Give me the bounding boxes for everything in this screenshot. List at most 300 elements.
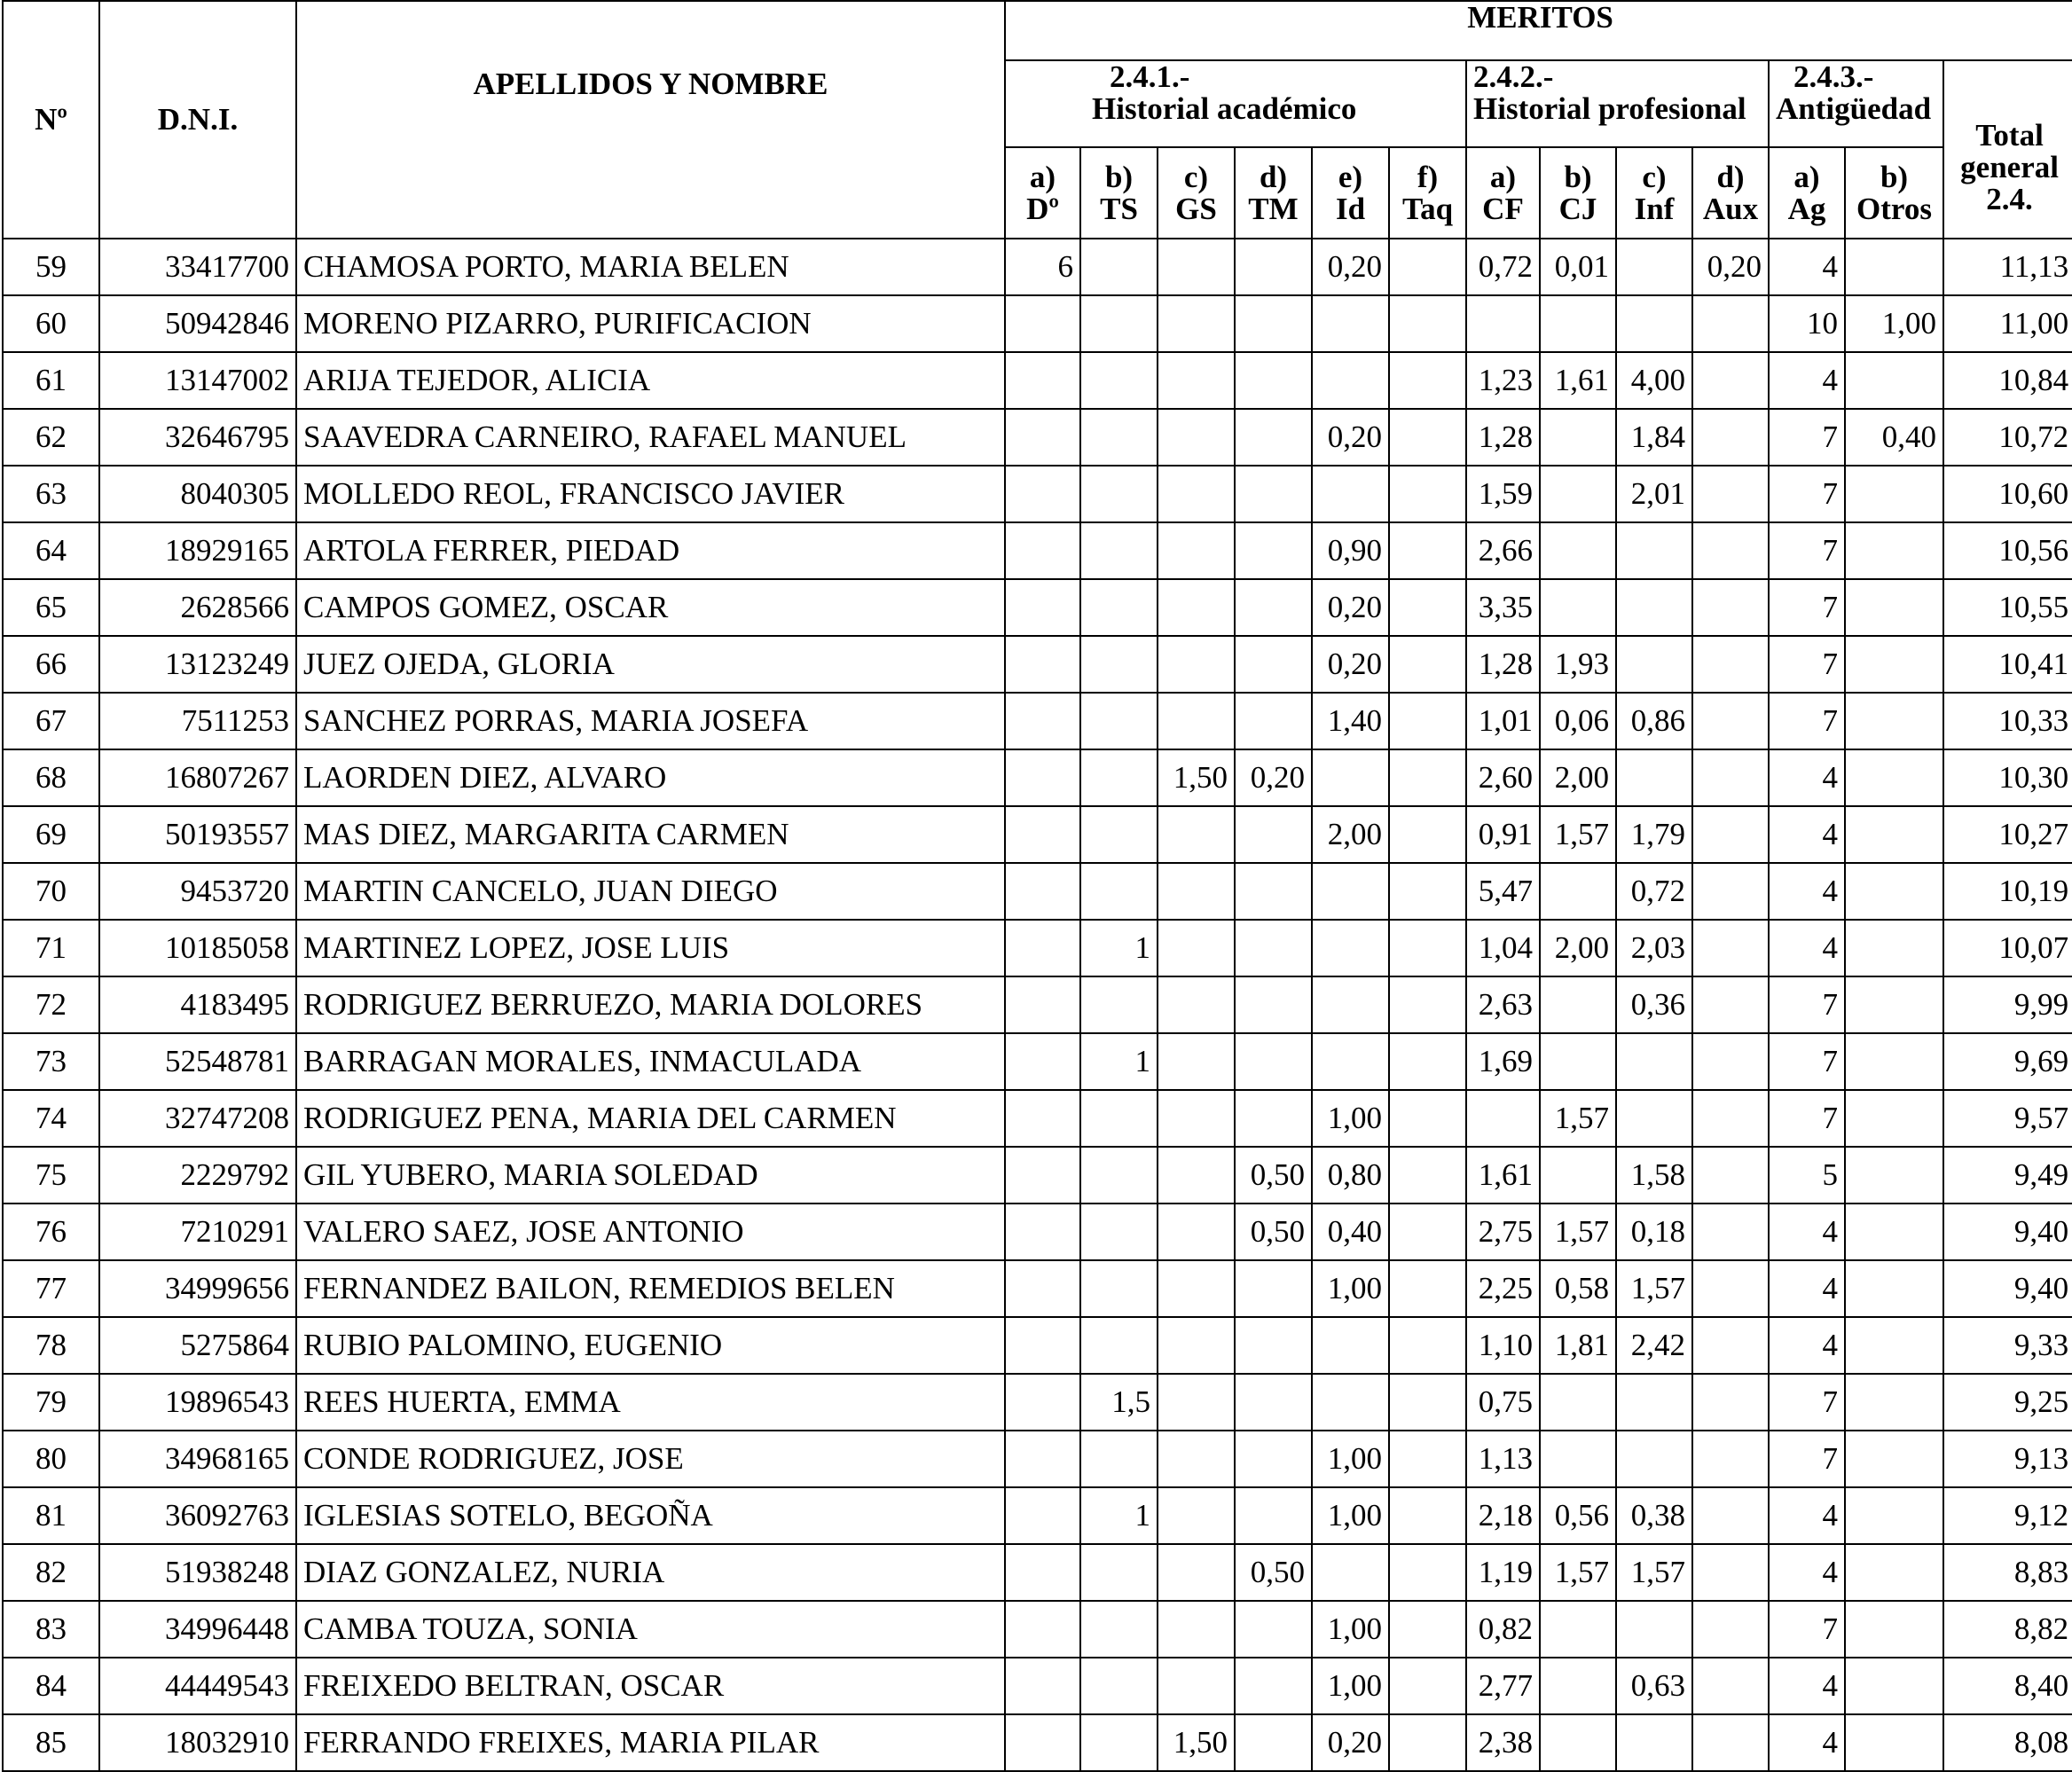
cell-inf [1616,749,1692,806]
cell-taq [1389,1090,1466,1147]
table-row [3,1374,2072,1431]
cell-cf: 5,47 [1466,863,1540,920]
cell-aux [1692,1260,1769,1317]
cell-num: 71 [3,920,99,976]
cell-tm [1235,920,1312,976]
cell-cf: 2,77 [1466,1658,1540,1714]
cell-taq [1389,976,1466,1033]
cell-ag: 7 [1769,1033,1845,1090]
cell-cf [1466,295,1540,352]
subheader-letter: d) [1259,159,1288,194]
cell-inf: 0,63 [1616,1658,1692,1714]
cell-dni: 8040305 [99,466,296,522]
cell-id [1312,1317,1389,1374]
cell-ag: 4 [1769,1714,1845,1771]
table-row [3,1714,2072,1771]
cell-cj [1540,1431,1616,1487]
cell-total: 10,27 [1943,806,2072,863]
cell-gs [1158,409,1235,466]
cell-id: 0,40 [1312,1204,1389,1260]
cell-ts [1080,1204,1158,1260]
cell-dni: 13123249 [99,636,296,693]
cell-dni: 34996448 [99,1601,296,1658]
table-row [3,636,2072,693]
cell-name: JUEZ OJEDA, GLORIA [296,636,1005,693]
cell-total: 10,30 [1943,749,2072,806]
cell-tm [1235,409,1312,466]
subheader-letter: f) [1417,159,1439,194]
cell-tm: 0,50 [1235,1544,1312,1601]
cell-inf [1616,1714,1692,1771]
table-row [3,1147,2072,1204]
cell-cf: 1,04 [1466,920,1540,976]
cell-dni: 16807267 [99,749,296,806]
cell-do [1005,1317,1080,1374]
cell-aux [1692,1033,1769,1090]
cell-ag: 4 [1769,1260,1845,1317]
total-line-3: 2.4. [1986,181,2033,216]
cell-ag: 7 [1769,409,1845,466]
group-academico-code: 2.4.1.- [1110,60,1190,94]
cell-total: 9,12 [1943,1487,2072,1544]
cell-aux [1692,295,1769,352]
cell-total: 10,07 [1943,920,2072,976]
cell-total: 11,13 [1943,239,2072,295]
cell-aux [1692,1487,1769,1544]
cell-do [1005,1090,1080,1147]
cell-ts: 1,5 [1080,1374,1158,1431]
subheader-letter: b) [1880,159,1909,194]
cell-dni: 51938248 [99,1544,296,1601]
cell-name: BARRAGAN MORALES, INMACULADA [296,1033,1005,1090]
cell-num: 63 [3,466,99,522]
cell-gs [1158,976,1235,1033]
header-group-profesional [1466,60,1769,147]
cell-tm [1235,1714,1312,1771]
cell-total: 8,82 [1943,1601,2072,1658]
cell-otros [1845,239,1943,295]
cell-inf: 1,84 [1616,409,1692,466]
cell-tm [1235,522,1312,579]
cell-inf [1616,1033,1692,1090]
cell-otros [1845,636,1943,693]
cell-id: 0,20 [1312,409,1389,466]
header-name: APELLIDOS Y NOMBRE [296,1,1005,239]
cell-aux [1692,806,1769,863]
cell-taq [1389,239,1466,295]
cell-ag: 4 [1769,920,1845,976]
table-row [3,295,2072,352]
subheader-col-6 [1389,147,1466,239]
table-row [3,863,2072,920]
cell-cj: 1,93 [1540,636,1616,693]
table-row [3,522,2072,579]
cell-dni: 13147002 [99,352,296,409]
cell-aux [1692,352,1769,409]
cell-inf: 1,58 [1616,1147,1692,1204]
subheader-letter: c) [1183,159,1209,194]
cell-do [1005,976,1080,1033]
cell-cf: 1,10 [1466,1317,1540,1374]
cell-inf: 4,00 [1616,352,1692,409]
cell-num: 65 [3,579,99,636]
subheader-abbrev: Aux [1702,191,1759,226]
cell-do [1005,466,1080,522]
cell-inf: 2,42 [1616,1317,1692,1374]
cell-tm [1235,1487,1312,1544]
cell-tm: 0,20 [1235,749,1312,806]
cell-cf: 1,61 [1466,1147,1540,1204]
cell-inf [1616,239,1692,295]
cell-name: MORENO PIZARRO, PURIFICACION [296,295,1005,352]
cell-name: CAMBA TOUZA, SONIA [296,1601,1005,1658]
cell-ts [1080,749,1158,806]
cell-cj [1540,522,1616,579]
table-row [3,1658,2072,1714]
subheader-abbrev: CJ [1558,191,1597,226]
cell-total: 9,33 [1943,1317,2072,1374]
cell-id: 0,20 [1312,636,1389,693]
cell-gs [1158,352,1235,409]
cell-total: 9,69 [1943,1033,2072,1090]
cell-name: REES HUERTA, EMMA [296,1374,1005,1431]
cell-do [1005,1033,1080,1090]
table-header [3,1,2072,239]
cell-cf: 2,75 [1466,1204,1540,1260]
subheader-abbrev: Dº [1026,191,1059,226]
cell-aux: 0,20 [1692,239,1769,295]
cell-total: 10,84 [1943,352,2072,409]
header-total [1943,60,2072,239]
subheader-letter: a) [1029,159,1056,194]
cell-name: CHAMOSA PORTO, MARIA BELEN [296,239,1005,295]
cell-cf: 3,35 [1466,579,1540,636]
cell-ts [1080,863,1158,920]
cell-cj: 1,81 [1540,1317,1616,1374]
table-row [3,693,2072,749]
cell-gs [1158,466,1235,522]
cell-total: 8,83 [1943,1544,2072,1601]
cell-name: FERRANDO FREIXES, MARIA PILAR [296,1714,1005,1771]
subheader-col-1 [1005,147,1080,239]
cell-otros [1845,976,1943,1033]
cell-do [1005,636,1080,693]
cell-otros [1845,1317,1943,1374]
cell-name: RODRIGUEZ PENA, MARIA DEL CARMEN [296,1090,1005,1147]
cell-cj: 0,01 [1540,239,1616,295]
cell-tm [1235,352,1312,409]
cell-ts [1080,352,1158,409]
cell-total: 9,13 [1943,1431,2072,1487]
cell-num: 60 [3,295,99,352]
cell-inf: 0,18 [1616,1204,1692,1260]
cell-cj: 1,61 [1540,352,1616,409]
cell-gs [1158,1147,1235,1204]
cell-cf [1466,1090,1540,1147]
cell-aux [1692,1090,1769,1147]
cell-aux [1692,920,1769,976]
table-row [3,579,2072,636]
cell-tm [1235,1260,1312,1317]
cell-id: 1,00 [1312,1090,1389,1147]
cell-name: FERNANDEZ BAILON, REMEDIOS BELEN [296,1260,1005,1317]
cell-ag: 4 [1769,1487,1845,1544]
cell-dni: 34999656 [99,1260,296,1317]
header-meritos: MERITOS [1005,1,2072,60]
cell-otros [1845,522,1943,579]
cell-ts: 1 [1080,920,1158,976]
cell-aux [1692,1147,1769,1204]
cell-tm [1235,1033,1312,1090]
cell-aux [1692,693,1769,749]
cell-cj [1540,1147,1616,1204]
cell-tm: 0,50 [1235,1204,1312,1260]
cell-total: 10,19 [1943,863,2072,920]
cell-otros [1845,1374,1943,1431]
cell-ag: 4 [1769,239,1845,295]
cell-do [1005,863,1080,920]
cell-tm [1235,1658,1312,1714]
cell-total: 10,56 [1943,522,2072,579]
cell-total: 9,99 [1943,976,2072,1033]
subheader-col-5 [1312,147,1389,239]
cell-cf: 1,69 [1466,1033,1540,1090]
cell-id: 1,00 [1312,1601,1389,1658]
cell-do [1005,352,1080,409]
subheader-abbrev: GS [1175,191,1217,226]
cell-ts [1080,693,1158,749]
cell-do [1005,1147,1080,1204]
cell-ts [1080,976,1158,1033]
cell-name: LAORDEN DIEZ, ALVARO [296,749,1005,806]
cell-inf [1616,522,1692,579]
cell-ts [1080,1260,1158,1317]
cell-id: 1,00 [1312,1487,1389,1544]
cell-inf [1616,1374,1692,1431]
cell-gs [1158,920,1235,976]
cell-taq [1389,1714,1466,1771]
cell-taq [1389,1033,1466,1090]
cell-taq [1389,806,1466,863]
cell-ts: 1 [1080,1033,1158,1090]
subheader-col-8 [1540,147,1616,239]
subheader-col-2 [1080,147,1158,239]
cell-dni: 52548781 [99,1033,296,1090]
cell-num: 68 [3,749,99,806]
group-profesional-label: Historial profesional [1473,91,1746,126]
cell-gs [1158,1090,1235,1147]
cell-dni: 7511253 [99,693,296,749]
cell-id: 1,40 [1312,693,1389,749]
cell-num: 82 [3,1544,99,1601]
cell-aux [1692,863,1769,920]
cell-cf: 1,28 [1466,409,1540,466]
table-row [3,239,2072,295]
cell-gs [1158,636,1235,693]
cell-gs: 1,50 [1158,749,1235,806]
cell-gs [1158,1260,1235,1317]
cell-tm [1235,1431,1312,1487]
cell-name: MARTIN CANCELO, JUAN DIEGO [296,863,1005,920]
cell-name: MARTINEZ LOPEZ, JOSE LUIS [296,920,1005,976]
cell-total: 10,60 [1943,466,2072,522]
cell-cf: 0,72 [1466,239,1540,295]
cell-id: 0,80 [1312,1147,1389,1204]
cell-otros [1845,1147,1943,1204]
cell-dni: 2229792 [99,1147,296,1204]
cell-inf: 0,86 [1616,693,1692,749]
cell-dni: 2628566 [99,579,296,636]
cell-otros [1845,1714,1943,1771]
cell-dni: 36092763 [99,1487,296,1544]
cell-inf: 0,36 [1616,976,1692,1033]
cell-otros [1845,1260,1943,1317]
cell-name: CAMPOS GOMEZ, OSCAR [296,579,1005,636]
cell-do [1005,1544,1080,1601]
cell-taq [1389,1544,1466,1601]
subheader-letter: b) [1104,159,1134,194]
cell-do: 6 [1005,239,1080,295]
cell-taq [1389,466,1466,522]
cell-otros [1845,466,1943,522]
cell-gs [1158,1033,1235,1090]
cell-ag: 4 [1769,749,1845,806]
cell-do [1005,579,1080,636]
cell-num: 81 [3,1487,99,1544]
cell-ag: 10 [1769,295,1845,352]
cell-ts [1080,1544,1158,1601]
cell-ts: 1 [1080,1487,1158,1544]
cell-total: 9,40 [1943,1260,2072,1317]
cell-taq [1389,1317,1466,1374]
cell-cj: 1,57 [1540,1204,1616,1260]
cell-taq [1389,1260,1466,1317]
cell-cj [1540,1374,1616,1431]
table-row [3,352,2072,409]
header-group-antiguedad [1769,60,1943,147]
cell-total: 9,40 [1943,1204,2072,1260]
subheader-letter: a) [1793,159,1820,194]
cell-ag: 7 [1769,522,1845,579]
cell-name: RODRIGUEZ BERRUEZO, MARIA DOLORES [296,976,1005,1033]
cell-tm [1235,1601,1312,1658]
cell-num: 75 [3,1147,99,1204]
cell-gs [1158,1374,1235,1431]
cell-do [1005,1204,1080,1260]
cell-otros [1845,1431,1943,1487]
cell-otros [1845,693,1943,749]
header-dni: D.N.I. [99,1,296,239]
cell-id [1312,920,1389,976]
cell-cf: 1,01 [1466,693,1540,749]
cell-name: VALERO SAEZ, JOSE ANTONIO [296,1204,1005,1260]
subheader-abbrev: Taq [1401,191,1454,226]
cell-otros [1845,1544,1943,1601]
subheader-letter: c) [1642,159,1667,194]
cell-ag: 7 [1769,466,1845,522]
cell-total: 10,33 [1943,693,2072,749]
cell-gs [1158,579,1235,636]
cell-aux [1692,522,1769,579]
cell-aux [1692,1544,1769,1601]
cell-tm [1235,1317,1312,1374]
cell-num: 80 [3,1431,99,1487]
subheader-letter: e) [1338,159,1363,194]
cell-name: DIAZ GONZALEZ, NURIA [296,1544,1005,1601]
cell-cj [1540,863,1616,920]
cell-id [1312,466,1389,522]
subheader-col-4 [1235,147,1312,239]
cell-cf: 0,82 [1466,1601,1540,1658]
table-row [3,1601,2072,1658]
cell-otros [1845,920,1943,976]
cell-do [1005,1260,1080,1317]
cell-num: 72 [3,976,99,1033]
subheader-abbrev: TS [1100,191,1138,226]
table-row [3,749,2072,806]
group-academico-label: Historial académico [1092,91,1357,126]
cell-taq [1389,636,1466,693]
cell-id [1312,295,1389,352]
cell-ag: 4 [1769,1544,1845,1601]
cell-cf: 1,28 [1466,636,1540,693]
subheader-abbrev: TM [1248,191,1299,226]
cell-dni: 34968165 [99,1431,296,1487]
cell-cj [1540,1601,1616,1658]
cell-num: 78 [3,1317,99,1374]
group-antiguedad-label: Antigüedad [1776,91,1932,126]
cell-aux [1692,1317,1769,1374]
cell-tm [1235,295,1312,352]
cell-id [1312,749,1389,806]
cell-taq [1389,1374,1466,1431]
cell-cj [1540,1033,1616,1090]
cell-ts [1080,579,1158,636]
cell-cf: 1,23 [1466,352,1540,409]
cell-cf: 0,75 [1466,1374,1540,1431]
cell-cj [1540,1658,1616,1714]
cell-num: 69 [3,806,99,863]
cell-gs [1158,1544,1235,1601]
cell-num: 73 [3,1033,99,1090]
cell-inf: 0,72 [1616,863,1692,920]
subheader-letter: b) [1564,159,1592,194]
cell-id: 0,90 [1312,522,1389,579]
cell-aux [1692,976,1769,1033]
cell-do [1005,295,1080,352]
cell-taq [1389,749,1466,806]
cell-dni: 33417700 [99,239,296,295]
cell-ts [1080,1090,1158,1147]
cell-dni: 18032910 [99,1714,296,1771]
cell-dni: 5275864 [99,1317,296,1374]
cell-taq [1389,1601,1466,1658]
cell-id: 1,00 [1312,1260,1389,1317]
cell-dni: 9453720 [99,863,296,920]
cell-cf: 2,66 [1466,522,1540,579]
cell-inf [1616,1090,1692,1147]
cell-dni: 32747208 [99,1090,296,1147]
cell-do [1005,749,1080,806]
cell-otros [1845,579,1943,636]
cell-name: ARTOLA FERRER, PIEDAD [296,522,1005,579]
cell-id [1312,1374,1389,1431]
cell-tm [1235,1090,1312,1147]
cell-do [1005,920,1080,976]
cell-num: 62 [3,409,99,466]
cell-id [1312,863,1389,920]
cell-do [1005,409,1080,466]
